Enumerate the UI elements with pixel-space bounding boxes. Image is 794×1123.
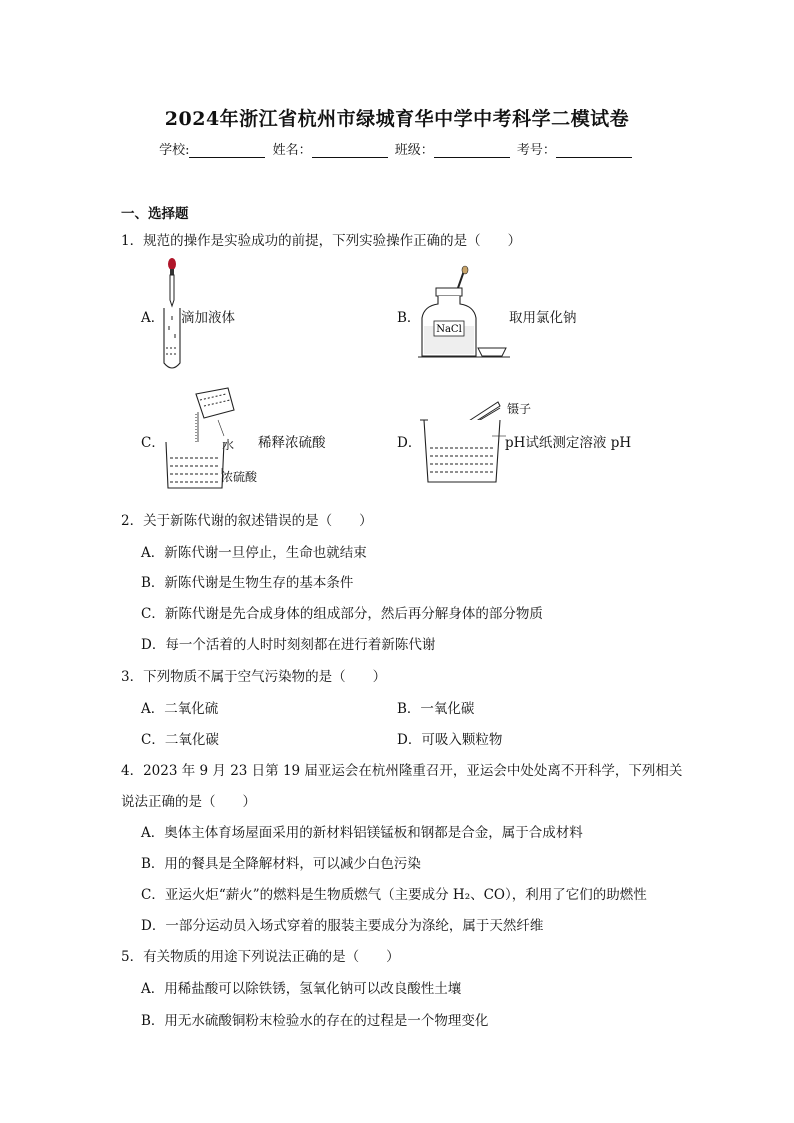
q4-option-d: D．一部分运动员入场式穿着的服装主要成分为涤纶，属于天然纤维 — [141, 918, 544, 934]
class-label: 班级： — [394, 143, 434, 158]
q3-option-b: B．一氧化碳 — [397, 701, 475, 717]
q1-option-c-acid-label: 浓硫酸 — [221, 470, 258, 484]
school-label: 学校: — [159, 143, 190, 158]
q3-stem: 3．下列物质不属于空气污染物的是（ ） — [121, 669, 387, 685]
student-info-line — [0, 139, 794, 158]
q1-option-d-tweezers-label: 镊子 — [507, 402, 532, 416]
q3-option-d: D．可吸入颗粒物 — [397, 732, 503, 748]
q2-stem: 2．关于新陈代谢的叙述错误的是（ ） — [121, 513, 373, 529]
page-title: 2024年浙江省杭州市绿城育华中学中考科学二模试卷 — [164, 108, 630, 130]
q1-option-a-letter: A． — [141, 310, 165, 326]
q2-option-a: A．新陈代谢一旦停止，生命也就结束 — [141, 545, 367, 561]
ph-test-figure — [420, 396, 510, 488]
q1-option-c-letter: C． — [141, 435, 165, 451]
class-blank[interactable] — [434, 144, 510, 158]
section-title: 一、选择题 — [121, 206, 189, 222]
q2-option-d: D．每一个活着的人时时刻刻都在进行着新陈代谢 — [141, 637, 436, 653]
q2-option-b: B．新陈代谢是生物生存的基本条件 — [141, 575, 354, 591]
q1-option-b-caption: 取用氯化钠 — [509, 310, 577, 326]
q5-option-a: A．用稀盐酸可以除铁锈，氢氧化钠可以改良酸性土壤 — [141, 981, 462, 997]
number-label: 考号： — [516, 143, 556, 158]
q1-option-b-letter: B． — [397, 310, 421, 326]
q1-option-d-caption: pH试纸测定溶液 pH — [505, 435, 632, 451]
school-blank[interactable] — [189, 144, 265, 158]
q4-stem-line2: 说法正确的是（ ） — [121, 794, 256, 810]
q4-option-a: A．奥体主体育场屋面采用的新材料铝镁锰板和钢都是合金，属于合成材料 — [141, 825, 583, 841]
q3-option-c: C．二氧化碳 — [141, 732, 219, 748]
q1-option-a-caption: 滴加液体 — [181, 310, 235, 326]
q3-option-a: A．二氧化硫 — [141, 701, 219, 717]
name-blank[interactable] — [312, 144, 388, 158]
number-blank[interactable] — [556, 144, 632, 158]
q1-option-d-letter: D． — [397, 435, 422, 451]
q5-option-b: B．用无水硫酸铜粉末检验水的存在的过程是一个物理变化 — [141, 1013, 489, 1029]
q2-option-c: C．新陈代谢是先合成身体的组成部分，然后再分解身体的部分物质 — [141, 606, 543, 622]
q1-stem: 1．规范的操作是实验成功的前提，下列实验操作正确的是（ ） — [121, 233, 522, 249]
q1-option-c-water-label: 水 — [222, 438, 235, 452]
q4-option-c: C．亚运火炬“薪火”的燃料是生物质燃气（主要成分 H₂、CO），利用了它们的助燃性 — [141, 887, 647, 903]
q5-stem: 5．有关物质的用途下列说法正确的是（ ） — [121, 949, 400, 965]
nacl-jar-figure — [418, 266, 510, 362]
q4-stem-line1: 4．2023 年 9 月 23 日第 19 届亚运会在杭州隆重召开，亚运会中处处离不开科学，下列相关 — [121, 763, 683, 779]
q1-option-c-caption: 稀释浓硫酸 — [258, 435, 326, 451]
nacl-label: NaCl — [436, 324, 462, 335]
q4-option-b: B．用的餐具是全降解材料，可以减少白色污染 — [141, 856, 421, 872]
name-label: 姓名： — [272, 143, 312, 158]
